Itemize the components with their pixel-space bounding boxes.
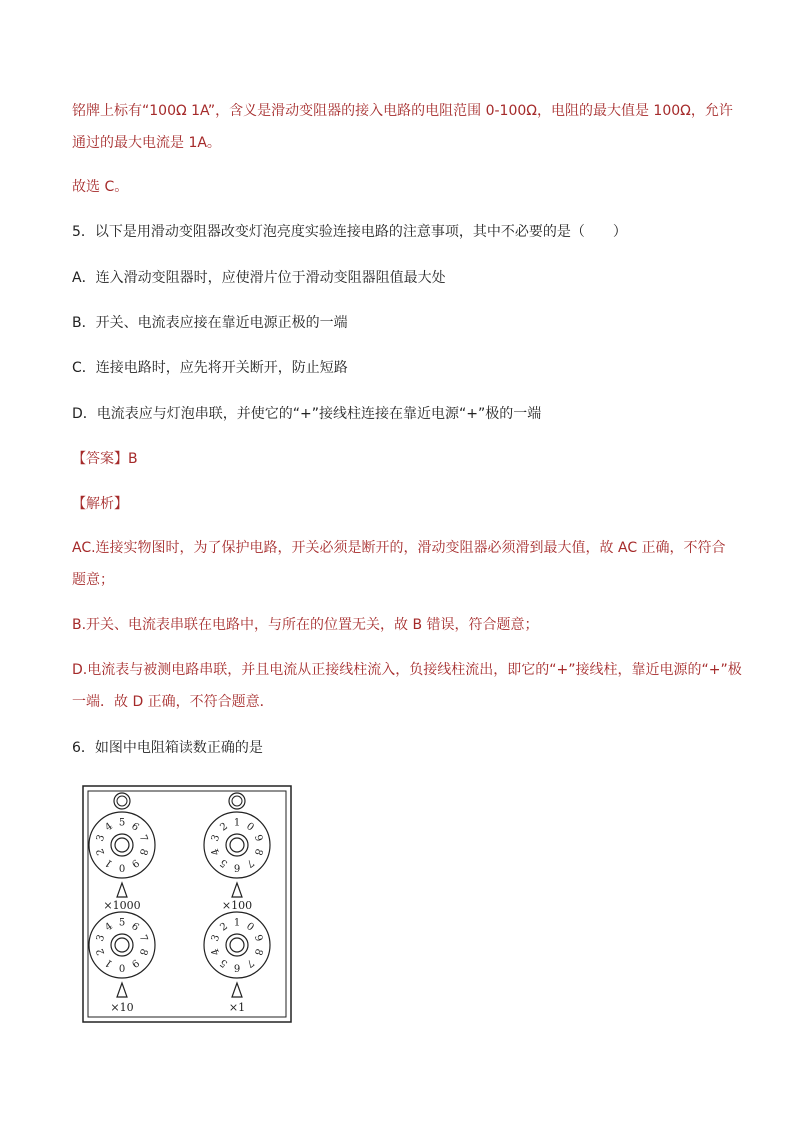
dial-digit: 5 [118, 917, 126, 929]
terminal-left-inner [117, 796, 127, 806]
pointer-triangle-icon [232, 983, 242, 997]
dial-digit: 5 [218, 956, 230, 970]
dial-digit: 3 [209, 833, 223, 843]
dial-digit: 1 [233, 817, 241, 829]
dial-digit: 6 [233, 961, 241, 973]
dial-1 [89, 812, 155, 912]
dial-digit: 2 [218, 820, 230, 834]
dial-digit: 3 [94, 833, 108, 843]
option-c: C．连接电路时，应先将开关断开，防止短路 [72, 360, 348, 376]
dial-digit: 4 [209, 947, 223, 957]
dial-digit: 1 [233, 917, 241, 929]
dial-knob-inner [230, 938, 244, 952]
answer: 【答案】B [72, 451, 138, 467]
dial-digit: 6 [129, 820, 141, 834]
dial-knob-outer [111, 934, 133, 956]
option-d: D．电流表应与灯泡串联，并使它的“+”接线柱连接在靠近电源“+”极的一端 [72, 406, 542, 422]
dial-3 [89, 912, 155, 1014]
dial-digit: 1 [103, 956, 115, 970]
pointer-triangle-icon [117, 883, 127, 897]
dial-digit: 4 [103, 920, 115, 934]
explanation-line-1: 铭牌上标有“100Ω 1A”，含义是滑动变阻器的接入电路的电阻范围 0-100Ω，电阻的最大值是 100Ω，允许 [72, 103, 733, 119]
analysis-line-3: B.开关、电流表串联在电路中，与所在的位置无关，故 B 错误，符合题意； [72, 617, 539, 633]
resistance-box-svg [82, 785, 292, 1023]
dial-digit: 9 [129, 856, 141, 870]
dial-digit: 0 [118, 861, 126, 873]
analysis-line-5: 一端．故 D 正确，不符合题意． [72, 694, 274, 710]
dial-digit: 0 [244, 820, 256, 834]
dial-multiplier-label: ×1000 [103, 899, 141, 912]
question-5-stem: 5．以下是用滑动变阻器改变灯泡亮度实验连接电路的注意事项，其中不必要的是（ ） [72, 224, 627, 240]
question-6-stem: 6．如图中电阻箱读数正确的是 [72, 740, 263, 756]
dial-digit: 6 [129, 920, 141, 934]
analysis-line-2: 题意； [72, 572, 114, 588]
dial-digit: 4 [209, 847, 223, 857]
dial-4 [204, 912, 270, 1014]
dial-multiplier-label: ×10 [110, 1001, 134, 1014]
dial-digit: 7 [136, 833, 150, 843]
pointer-triangle-icon [117, 983, 127, 997]
dial-digit: 6 [233, 861, 241, 873]
dial-knob-inner [230, 838, 244, 852]
dial-digit: 8 [251, 847, 265, 857]
dial-digit: 8 [136, 847, 150, 857]
dial-knob-inner [115, 838, 129, 852]
dial-knob-outer [226, 934, 248, 956]
dial-digit: 2 [218, 920, 230, 934]
option-b: B．开关、电流表应接在靠近电源正极的一端 [72, 315, 348, 331]
dial-digit: 8 [136, 947, 150, 957]
dial-digit: 5 [118, 817, 126, 829]
explanation-choose: 故选 C。 [72, 179, 129, 195]
dial-digit: 9 [129, 956, 141, 970]
dial-knob-outer [111, 834, 133, 856]
dial-digit: 4 [103, 820, 115, 834]
dial-digit: 2 [94, 947, 108, 957]
dial-digit: 8 [251, 947, 265, 957]
dial-digit: 7 [244, 856, 256, 870]
dial-digit: 9 [251, 933, 265, 943]
terminal-left [114, 793, 130, 809]
dial-digit: 7 [244, 956, 256, 970]
analysis-line-1: AC.连接实物图时，为了保护电路，开关必须是断开的，滑动变阻器必须滑到最大值，故 AC 正确，不符合 [72, 540, 726, 556]
analysis-line-4: D.电流表与被测电路串联，并且电流从正接线柱流入，负接线柱流出，即它的“+”接线柱，靠近电源的“+”极 [72, 662, 742, 678]
dial-digit: 0 [118, 961, 126, 973]
dial-digit: 3 [94, 933, 108, 943]
dial-2 [204, 812, 270, 912]
dial-digit: 3 [209, 933, 223, 943]
dial-digit: 0 [244, 920, 256, 934]
pointer-triangle-icon [232, 883, 242, 897]
terminal-right [229, 793, 245, 809]
analysis-label: 【解析】 [72, 496, 128, 512]
option-a: A．连入滑动变阻器时，应使滑片位于滑动变阻器阻值最大处 [72, 270, 446, 286]
dial-multiplier-label: ×1 [228, 1001, 246, 1014]
resistance-box-figure [82, 785, 292, 1023]
dial-knob-outer [226, 834, 248, 856]
dial-digit: 5 [218, 856, 230, 870]
dial-multiplier-label: ×100 [221, 899, 253, 912]
dials-group [89, 812, 270, 1014]
dial-digit: 9 [251, 833, 265, 843]
dial-digit: 7 [136, 933, 150, 943]
terminal-right-inner [232, 796, 242, 806]
dial-knob-inner [115, 938, 129, 952]
explanation-line-2: 通过的最大电流是 1A。 [72, 135, 221, 151]
dial-digit: 2 [94, 847, 108, 857]
dial-digit: 1 [103, 856, 115, 870]
